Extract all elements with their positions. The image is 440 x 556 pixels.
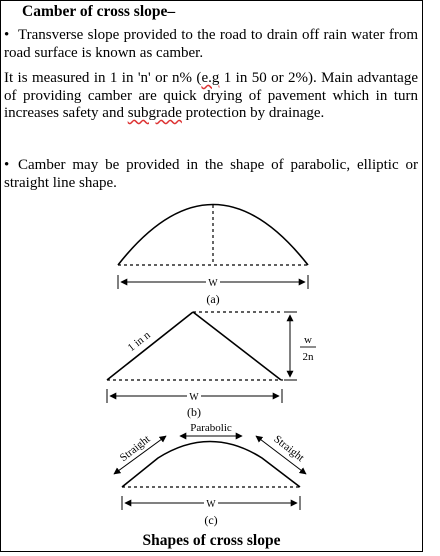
figure-c [114, 422, 306, 527]
left-slope [107, 312, 193, 380]
height-denominator: 2n [302, 351, 314, 363]
left-straight-label: Straight [117, 433, 153, 465]
shapes-text: Camber may be provided in the shape of parabolic, elliptic or straight line shape. [4, 157, 418, 191]
measurement-text-c: protection by drainage. [181, 105, 325, 121]
measurement-text-b: 1 in 50 or 2%). Main advantage of providing camber are quick drying of pavement which in turn increases safety and [4, 70, 418, 121]
slope-label: 1 in n [125, 329, 153, 355]
bullet-marker: • [4, 27, 10, 43]
definition-text: Transverse slope provided to the road to drain off rain water from road surface is known as camber. [4, 27, 418, 61]
subgrade-text: subgrade [127, 105, 182, 121]
right-straight-label: Straight [271, 433, 307, 465]
section-heading: Camber of cross slope– [22, 3, 176, 20]
figure-b [107, 312, 316, 419]
parabolic-label: Parabolic [190, 422, 232, 434]
figure-a [118, 205, 308, 307]
right-slope [193, 312, 281, 380]
figure-caption: (b) [187, 405, 201, 419]
eg-text: e.g [201, 70, 220, 86]
width-label: W [189, 392, 199, 403]
height-numerator: w [304, 334, 312, 346]
measurement-text-a: It is measured in 1 in 'n' or n% ( [4, 70, 202, 86]
bullet-marker: • [4, 157, 10, 173]
figure-caption: (a) [206, 292, 220, 306]
width-label: W [206, 499, 216, 510]
figure-caption: (c) [204, 513, 218, 527]
width-label: W [208, 278, 218, 289]
figure-title: Shapes of cross slope [142, 532, 281, 549]
